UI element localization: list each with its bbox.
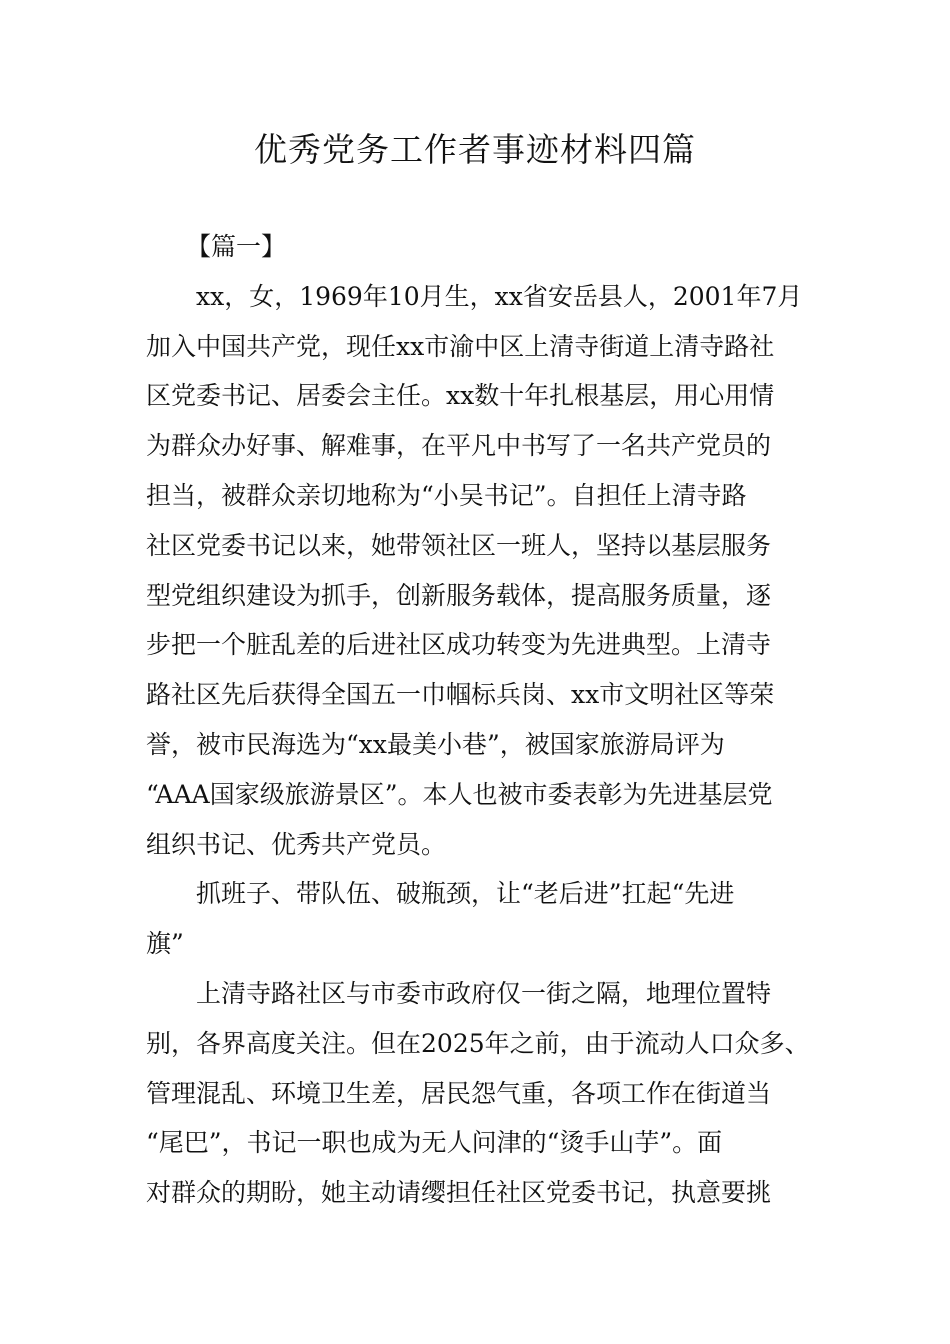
document-body: [146, 222, 816, 1218]
paragraph-line: “尾巴”，书记一职也成为无人问津的“烫手山芋”。面: [146, 1128, 723, 1158]
subheading-line: 抓班子、带队伍、破瓶颈，让“老后进”扛起“先进: [196, 879, 735, 909]
paragraph-line: 为群众办好事、解难事，在平凡中书写了一名共产党员的: [146, 431, 772, 461]
paragraph-line: 组织书记、优秀共产党员。: [146, 829, 447, 859]
paragraph-line: 型党组织建设为抓手，创新服务载体，提高服务质量，逐: [146, 580, 772, 610]
paragraph-line: 加入中国共产党，现任xx市渝中区上清寺街道上清寺路社: [146, 331, 775, 361]
paragraph-line: 誉，被市民海选为“xx最美小巷”，被国家旅游局评为: [146, 729, 725, 759]
paragraph-line: 步把一个脏乱差的后进社区成功转变为先进典型。上清寺: [146, 630, 772, 660]
paragraph-line: 管理混乱、环境卫生差，居民怨气重，各项工作在街道当: [146, 1078, 772, 1108]
paragraph-line: 担当，被群众亲切地称为“小吴书记”。自担任上清寺路: [146, 480, 747, 510]
paragraph-line: 别，各界高度关注。但在2025年之前，由于流动人口众多、: [146, 1028, 810, 1058]
paragraph-line: “AAA国家级旅游景区”。本人也被市委表彰为先进基层党: [146, 779, 773, 809]
paragraph-line: 路社区先后获得全国五一巾帼标兵岗、xx市文明社区等荣: [146, 680, 775, 710]
paragraph-line: xx，女，1969年10月生，xx省安岳县人，2001年7月: [196, 281, 803, 311]
subheading-line: 旗”: [146, 929, 184, 959]
paragraph-line: 社区党委书记以来，她带领社区一班人，坚持以基层服务: [146, 530, 772, 560]
section-heading: 【篇一】: [186, 232, 287, 261]
document-title: 优秀党务工作者事迹材料四篇: [254, 130, 696, 169]
paragraph-line: 区党委书记、居委会主任。xx数十年扎根基层，用心用情: [146, 381, 775, 411]
paragraph-line: 对群众的期盼，她主动请缨担任社区党委书记，执意要挑: [146, 1178, 772, 1208]
paragraph-line: 上清寺路社区与市委市政府仅一街之隔，地理位置特: [196, 978, 772, 1008]
